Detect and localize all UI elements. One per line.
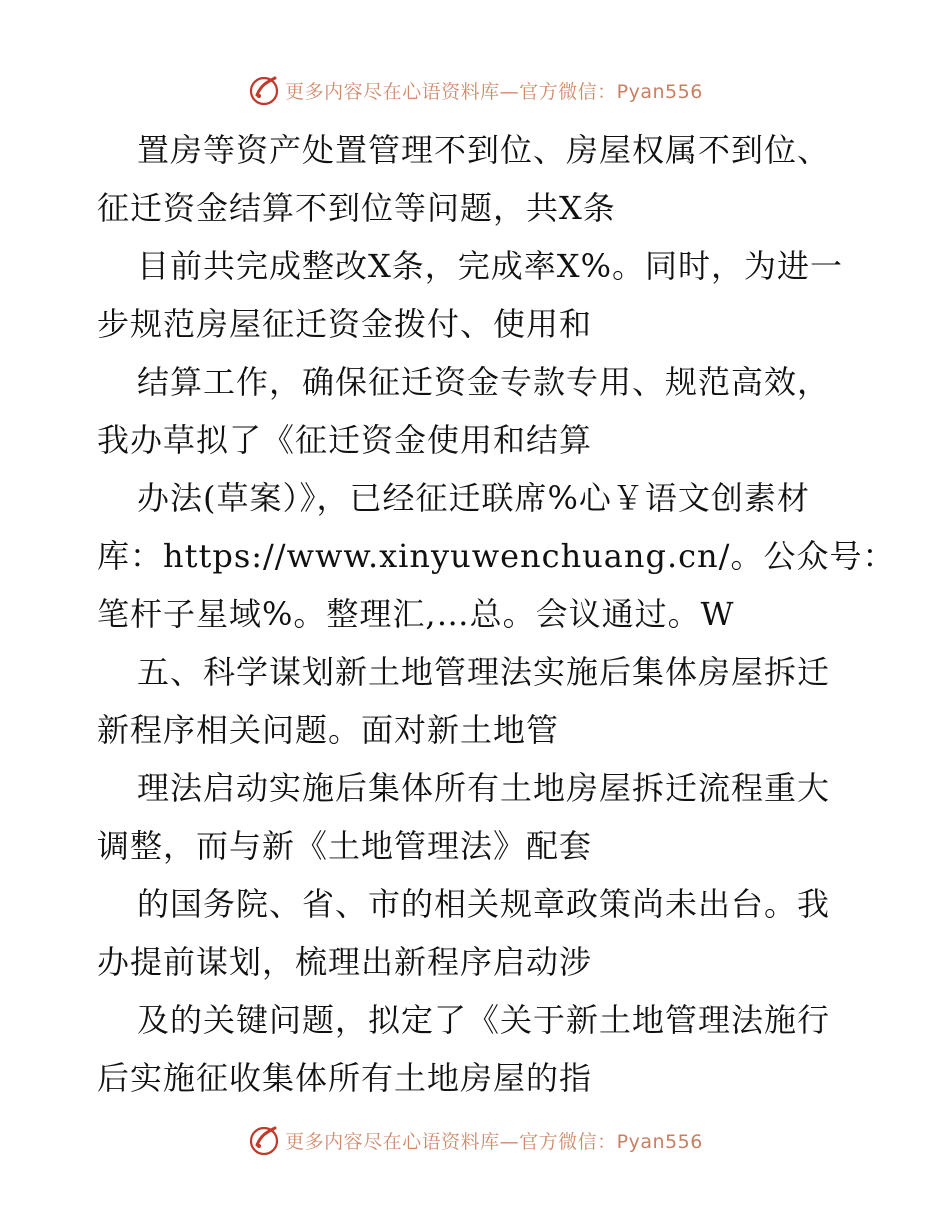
text-line: 办提前谋划，梳理出新程序启动涉 (97, 943, 593, 981)
text-line: 结算工作，确保征迁资金专款专用、规范高效， (137, 363, 831, 401)
paragraph (97, 237, 857, 353)
text-line: 五、科学谋划新土地管理法实施后集体房屋拆迁 (137, 653, 831, 691)
text-line: 调整，而与新《土地管理法》配套 (97, 827, 593, 865)
banner-text: 更多内容尽在心语资料库—官方微信：Pyan556 (285, 1130, 703, 1153)
paragraph (97, 643, 857, 759)
text-line: 理法启动实施后集体所有土地房屋拆迁流程重大 (137, 769, 831, 807)
text-line: 库：https://www.xinyuwenchuang.cn/。公众号： (97, 537, 896, 575)
text-line: 征迁资金结算不到位等问题，共X条 (97, 189, 616, 227)
text-line: 步规范房屋征迁资金拨付、使用和 (97, 305, 593, 343)
paragraph (97, 469, 896, 643)
text-line: 笔杆子星域%。整理汇,…总。会议通过。W (97, 595, 735, 633)
paragraph (97, 875, 857, 991)
text-line: 目前共完成整改X条，完成率X%。同时，为进一 (137, 247, 843, 285)
header-banner (0, 70, 950, 110)
text-line: 我办草拟了《征迁资金使用和结算 (97, 421, 593, 459)
paragraph (97, 353, 857, 469)
banner-text: 更多内容尽在心语资料库—官方微信：Pyan556 (285, 80, 703, 103)
text-line: 新程序相关问题。面对新土地管 (97, 711, 560, 749)
text-line: 后实施征收集体所有土地房屋的指 (97, 1059, 593, 1097)
text-line: 及的关键问题，拟定了《关于新土地管理法施行 (137, 1001, 831, 1039)
text-line: 置房等资产处置管理不到位、房屋权属不到位、 (137, 131, 831, 169)
paragraph (97, 121, 857, 237)
text-line: 办法(草案）》，已经征迁联席%心￥语文创素材 (137, 479, 810, 517)
footer-banner (0, 1120, 950, 1160)
text-line: 的国务院、省、市的相关规章政策尚未出台。我 (137, 885, 831, 923)
pen-logo-icon (247, 73, 281, 107)
paragraph (97, 991, 857, 1107)
paragraph (97, 759, 857, 875)
body-text (97, 121, 896, 1107)
pen-logo-icon (247, 1123, 281, 1157)
